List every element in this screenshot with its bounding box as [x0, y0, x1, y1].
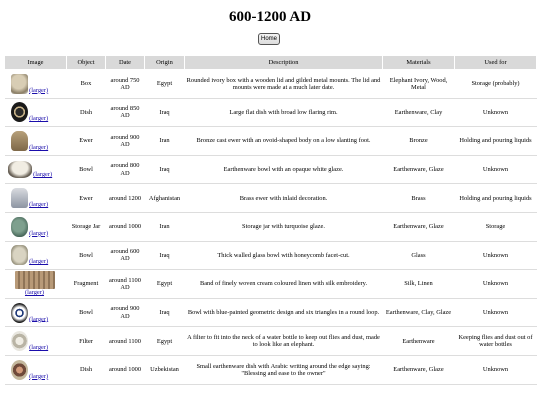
- cell-object: Bowl: [67, 155, 106, 184]
- artifacts-table: [4, 55, 537, 385]
- cell-description: Bowl with blue-painted geometric design and six triangles in a round loop.: [185, 298, 383, 327]
- cell-date: around 1100: [106, 327, 145, 356]
- table-row: [5, 127, 537, 156]
- cell-object: Dish: [67, 98, 106, 127]
- cell-object: Bowl: [67, 241, 106, 270]
- cell-description: Thick walled glass bowl with honeycomb facet-cut.: [185, 241, 383, 270]
- blue-painted-bowl-thumbnail[interactable]: [11, 303, 28, 323]
- cell-used-for: Unknown: [455, 155, 537, 184]
- cell-origin: Egypt: [145, 270, 185, 299]
- cell-origin: Egypt: [145, 327, 185, 356]
- table-row: [5, 70, 537, 99]
- cell-materials: Silk, Linen: [383, 270, 455, 299]
- table-row: [5, 98, 537, 127]
- cell-date: around 900 AD: [106, 298, 145, 327]
- header-object: Object: [67, 56, 106, 70]
- arabic-dish-thumbnail[interactable]: [11, 360, 28, 380]
- cell-date: around 900 AD: [106, 127, 145, 156]
- cell-used-for: Keeping flies and dust out of water bottles: [455, 327, 537, 356]
- cell-description: Large flat dish with broad low flaring rim.: [185, 98, 383, 127]
- larger-link[interactable]: (larger): [24, 289, 45, 297]
- home-button[interactable]: Home: [258, 33, 280, 45]
- table-header-row: [5, 56, 537, 70]
- cell-used-for: Storage (probably): [455, 70, 537, 99]
- larger-link[interactable]: (larger): [29, 315, 49, 323]
- larger-link[interactable]: (larger): [29, 143, 49, 151]
- cell-date: around 1200: [106, 184, 145, 213]
- header-used-for: Used for: [455, 56, 537, 70]
- cell-used-for: Unknown: [455, 355, 537, 384]
- table-row: [5, 184, 537, 213]
- cell-materials: Earthenware, Clay: [383, 98, 455, 127]
- cell-object: Fragment: [67, 270, 106, 299]
- cell-materials: Glass: [383, 241, 455, 270]
- table-row: [5, 155, 537, 184]
- cell-materials: Earthenware, Clay, Glaze: [383, 298, 455, 327]
- cell-description: Small earthenware dish with Arabic writing around the edge saying: "Blessing and ease to the owner": [185, 355, 383, 384]
- page-title: 600-1200 AD: [228, 9, 312, 25]
- cell-date: around 1100 AD: [106, 270, 145, 299]
- cell-date: around 1000: [106, 212, 145, 241]
- cell-date: around 800 AD: [106, 155, 145, 184]
- cell-origin: Iran: [145, 127, 185, 156]
- larger-link[interactable]: (larger): [29, 229, 49, 237]
- cell-origin: Iran: [145, 212, 185, 241]
- cell-object: Bowl: [67, 298, 106, 327]
- cell-date: around 850 AD: [106, 98, 145, 127]
- cell-description: Storage jar with turquoise glaze.: [185, 212, 383, 241]
- header-materials: Materials: [383, 56, 455, 70]
- cell-object: Ewer: [67, 184, 106, 213]
- earthenware-dish-thumbnail[interactable]: [11, 102, 28, 122]
- larger-link[interactable]: (larger): [29, 372, 49, 380]
- cell-used-for: Holding and pouring liquids: [455, 184, 537, 213]
- cell-origin: Iraq: [145, 98, 185, 127]
- cell-used-for: Holding and pouring liquids: [455, 127, 537, 156]
- cell-object: Box: [67, 70, 106, 99]
- cell-date: around 750 AD: [106, 70, 145, 99]
- cell-origin: Afghanistan: [145, 184, 185, 213]
- larger-link[interactable]: (larger): [33, 170, 53, 178]
- water-filter-thumbnail[interactable]: [11, 331, 28, 351]
- larger-link[interactable]: (larger): [29, 200, 49, 208]
- header-image: Image: [5, 56, 67, 70]
- cell-materials: Earthenware, Glaze: [383, 212, 455, 241]
- cell-object: Filter: [67, 327, 106, 356]
- cell-origin: Egypt: [145, 70, 185, 99]
- cell-origin: Iraq: [145, 241, 185, 270]
- cell-origin: Iraq: [145, 155, 185, 184]
- larger-link[interactable]: (larger): [29, 86, 49, 94]
- cell-origin: Iraq: [145, 298, 185, 327]
- linen-fragment-thumbnail[interactable]: [15, 271, 55, 289]
- cell-materials: Earthenware, Glaze: [383, 155, 455, 184]
- cell-object: Ewer: [67, 127, 106, 156]
- cell-used-for: Unknown: [455, 270, 537, 299]
- header-date: Date: [106, 56, 145, 70]
- cell-description: Band of finely woven cream coloured linen with silk embroidery.: [185, 270, 383, 299]
- cell-description: Rounded ivory box with a wooden lid and gilded metal mounts. The lid and mounts were made at a much later date.: [185, 70, 383, 99]
- cell-materials: Bronze: [383, 127, 455, 156]
- larger-link[interactable]: (larger): [29, 258, 49, 266]
- glass-bowl-thumbnail[interactable]: [11, 245, 28, 265]
- header-origin: Origin: [145, 56, 185, 70]
- cell-used-for: Unknown: [455, 98, 537, 127]
- cell-description: Earthenware bowl with an opaque white glaze.: [185, 155, 383, 184]
- larger-link[interactable]: (larger): [29, 343, 49, 351]
- table-row: [5, 212, 537, 241]
- table-row: [5, 327, 537, 356]
- cell-date: around 1000: [106, 355, 145, 384]
- cell-materials: Earthenware: [383, 327, 455, 356]
- cell-description: Brass ewer with inlaid decoration.: [185, 184, 383, 213]
- brass-ewer-thumbnail[interactable]: [11, 188, 28, 208]
- table-row: [5, 355, 537, 384]
- header-description: Description: [185, 56, 383, 70]
- cell-used-for: Storage: [455, 212, 537, 241]
- storage-jar-thumbnail[interactable]: [11, 217, 28, 237]
- cell-object: Dish: [67, 355, 106, 384]
- cell-description: A filter to fit into the neck of a water bottle to keep out flies and dust, made to look like an elephant.: [185, 327, 383, 356]
- ivory-box-thumbnail[interactable]: [11, 74, 28, 94]
- table-row: [5, 241, 537, 270]
- cell-object: Storage Jar: [67, 212, 106, 241]
- white-bowl-thumbnail[interactable]: [8, 161, 32, 178]
- larger-link[interactable]: (larger): [29, 115, 49, 123]
- cell-used-for: Unknown: [455, 298, 537, 327]
- cell-materials: Earthenware, Glaze: [383, 355, 455, 384]
- table-row: [5, 298, 537, 327]
- cell-description: Bronze cast ewer with an ovoid-shaped body on a low slanting foot.: [185, 127, 383, 156]
- cell-date: around 600 AD: [106, 241, 145, 270]
- cell-materials: Brass: [383, 184, 455, 213]
- cell-used-for: Unknown: [455, 241, 537, 270]
- bronze-ewer-thumbnail[interactable]: [11, 131, 28, 151]
- cell-materials: Elephant Ivory, Wood, Metal: [383, 70, 455, 99]
- cell-origin: Uzbekistan: [145, 355, 185, 384]
- table-row: [5, 270, 537, 299]
